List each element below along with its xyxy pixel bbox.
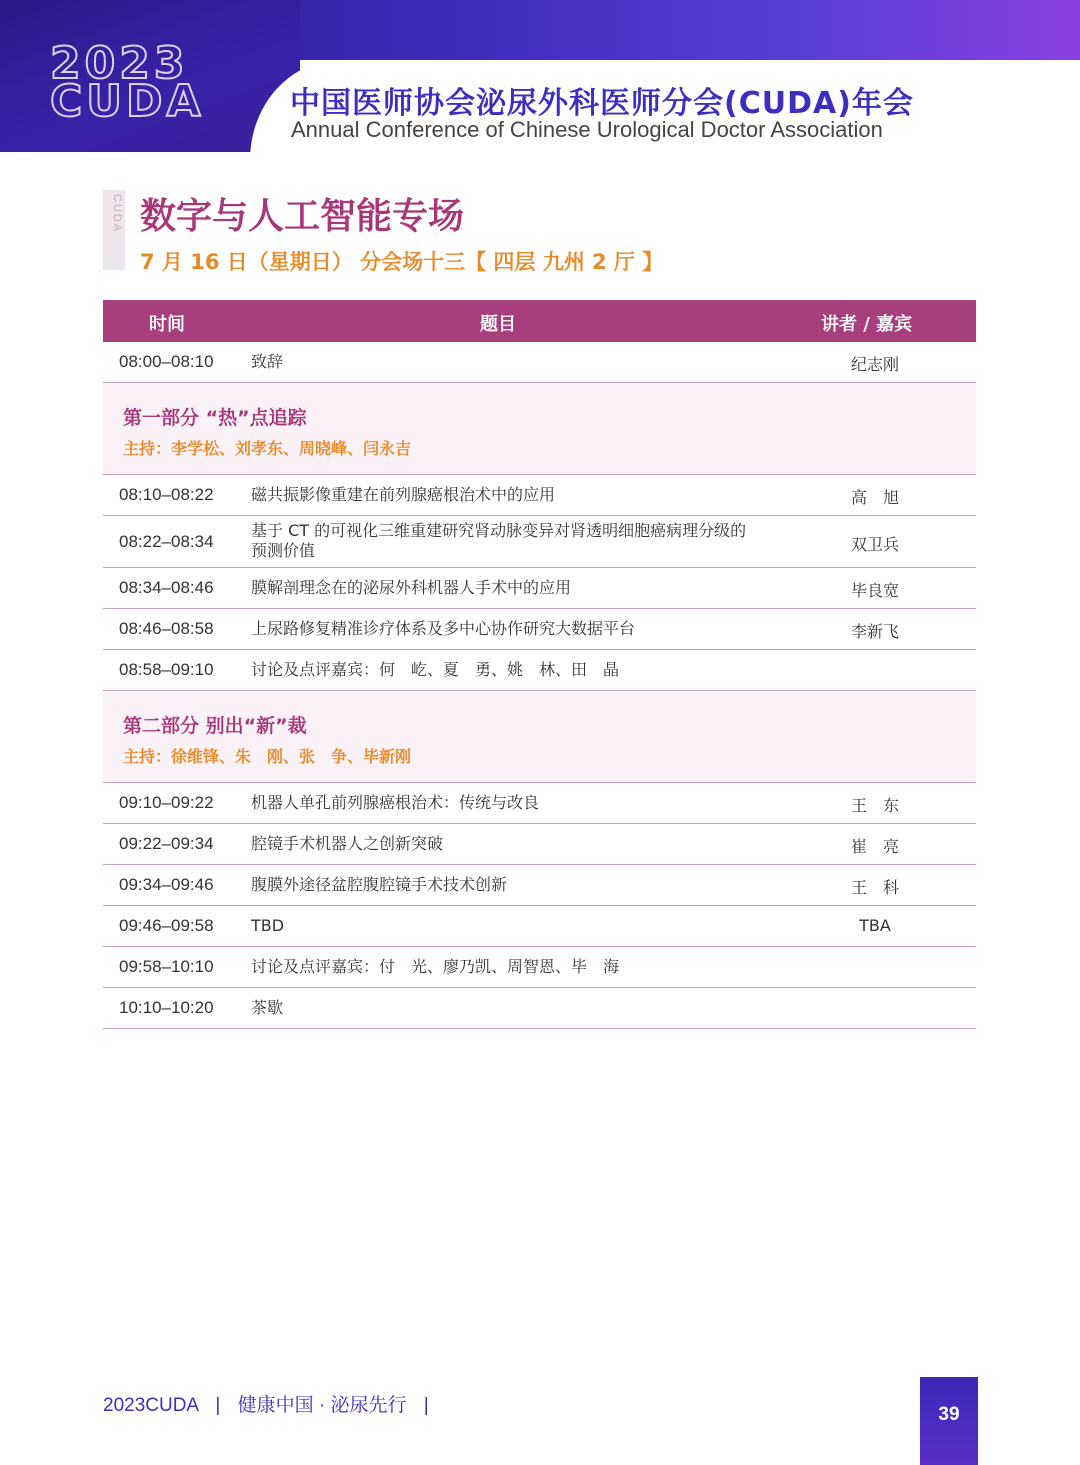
header-speaker: 讲者 / 嘉宾 <box>821 314 913 335</box>
row-topic: 致辞 <box>251 352 284 371</box>
part-one-title: 第一部分 “热”点追踪 <box>123 407 307 429</box>
table-row <box>103 650 976 691</box>
row-topic: 机器人单孔前列腺癌根治术：传统与改良 <box>251 793 540 812</box>
row-speaker: TBA <box>859 916 891 935</box>
row-speaker: 毕良宽 <box>850 581 899 600</box>
row-topic: 茶歇 <box>251 998 284 1017</box>
row-time: 08:34–08:46 <box>119 578 214 597</box>
row-time: 08:00–08:10 <box>119 352 214 371</box>
table-header <box>103 300 976 342</box>
row-time: 09:10–09:22 <box>119 793 214 812</box>
row-time: 08:22–08:34 <box>119 532 214 551</box>
row-topic: 上尿路修复精准诊疗体系及多中心协作研究大数据平台 <box>251 619 636 638</box>
page-number: 39 <box>938 1404 960 1425</box>
row-speaker: 王 东 <box>850 796 899 815</box>
header-time: 时间 <box>149 314 185 335</box>
section-title: 数字与人工智能专场 <box>140 196 465 237</box>
table-row <box>103 609 976 650</box>
footer-separator: | <box>423 1395 429 1416</box>
row-topic: 腹膜外途径盆腔腹腔镜手术技术创新 <box>251 875 508 894</box>
row-time: 09:58–10:10 <box>119 957 214 976</box>
row-topic: 讨论及点评嘉宾：何 屹、夏 勇、姚 林、田 晶 <box>251 660 620 679</box>
row-topic: 膜解剖理念在的泌尿外科机器人手术中的应用 <box>251 578 572 597</box>
row-speaker: 双卫兵 <box>850 535 899 554</box>
table-row <box>103 824 976 865</box>
row-topic: 腔镜手术机器人之创新突破 <box>251 834 444 853</box>
part-one-block <box>103 383 976 475</box>
row-topic: TBD <box>251 916 285 935</box>
part-two-block <box>103 691 976 783</box>
section-subtitle: 7 月 16 日（星期日） 分会场十三【 四层 九州 2 厅 】 <box>140 250 664 274</box>
row-speaker: 崔 亮 <box>850 837 899 856</box>
footer-separator: | <box>215 1395 221 1416</box>
part-one-host: 主持：李学松、刘孝东、周晓峰、闫永吉 <box>123 439 412 458</box>
row-time: 10:10–10:20 <box>119 998 214 1017</box>
row-topic: 讨论及点评嘉宾：付 光、廖乃凯、周智恩、毕 海 <box>251 957 620 976</box>
row-time: 09:46–09:58 <box>119 916 214 935</box>
schedule-table <box>103 300 976 1029</box>
header-topic: 题目 <box>480 314 516 335</box>
row-time: 09:34–09:46 <box>119 875 214 894</box>
row-time: 08:58–09:10 <box>119 660 214 679</box>
footer-brand: 2023CUDA <box>103 1395 199 1416</box>
table-row <box>103 988 976 1029</box>
row-topic: 磁共振影像重建在前列腺癌根治术中的应用 <box>251 485 556 504</box>
part-two-title: 第二部分 别出“新”裁 <box>123 715 307 737</box>
row-speaker: 纪志刚 <box>850 355 899 374</box>
row-time: 08:46–08:58 <box>119 619 214 638</box>
table-row <box>103 568 976 609</box>
logo-year: 2023 <box>50 38 189 89</box>
logo-name: CUDA <box>50 76 205 127</box>
row-speaker: 李新飞 <box>850 622 899 641</box>
part-two-host: 主持：徐维锋、朱 刚、张 争、毕新刚 <box>123 747 412 766</box>
row-speaker: 高 旭 <box>850 488 899 507</box>
table-row <box>103 342 976 383</box>
conference-title-en: Annual Conference of Chinese Urological Doctor Association <box>291 117 883 142</box>
row-topic: 基于 CT 的可视化三维重建研究肾动脉变异对肾透明细胞癌病理分级的预测价值 <box>251 521 747 560</box>
table-row <box>103 516 976 568</box>
footer <box>103 1390 441 1417</box>
section-side-mark-text: CUDA <box>111 194 123 234</box>
row-time: 08:10–08:22 <box>119 485 214 504</box>
table-row <box>103 865 976 906</box>
table-row <box>103 906 976 947</box>
conference-title-cn: 中国医师协会泌尿外科医师分会(CUDA)年会 <box>290 86 914 121</box>
row-time: 09:22–09:34 <box>119 834 214 853</box>
row-speaker: 王 科 <box>850 878 899 897</box>
table-row <box>103 475 976 516</box>
footer-slogan: 健康中国 · 泌尿先行 <box>237 1395 407 1416</box>
table-row <box>103 947 976 988</box>
table-row <box>103 783 976 824</box>
